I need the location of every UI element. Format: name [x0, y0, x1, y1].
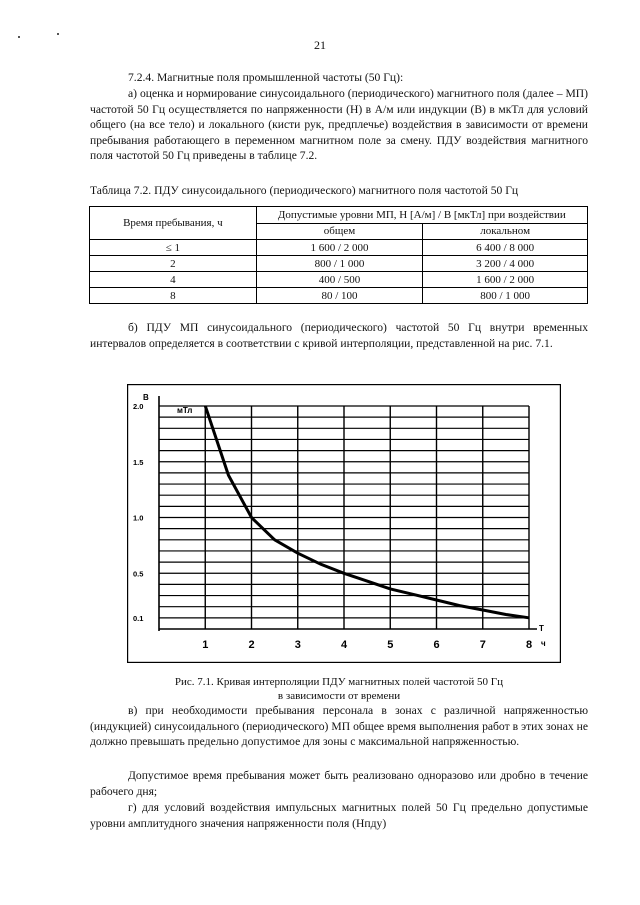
- paragraph-note: Допустимое время пребывания может быть реализовано одноразово или дробно в течение рабочего дня;: [90, 769, 588, 798]
- x-axis-unit: ч: [541, 639, 546, 648]
- cell-time: 2: [90, 256, 257, 272]
- y-tick-label: 2.0: [133, 402, 144, 411]
- table-row: [90, 240, 588, 256]
- cell-general: 800 / 1 000: [256, 256, 423, 272]
- cell-general: 80 / 100: [256, 288, 423, 304]
- cell-time: ≤ 1: [90, 240, 257, 256]
- cell-local: 3 200 / 4 000: [423, 256, 588, 272]
- figure-caption-line1: Рис. 7.1. Кривая интерполяции ПДУ магнитных полей частотой 50 Гц: [174, 676, 504, 688]
- cell-local: 1 600 / 2 000: [423, 272, 588, 288]
- paragraph-g: г) для условий воздействия импульсных магнитных полей 50 Гц предельно допустимые уровни амплитудного значения напряженности поля (Нпду): [90, 801, 588, 830]
- x-tick-label: 5: [387, 639, 394, 651]
- paragraph-b: б) ПДУ МП синусоидального (периодического) частотой 50 Гц внутри временных интервалов определяется в соответствии с кривой интерполяции, представленной на рис. 7.1.: [90, 321, 588, 350]
- x-tick-label: 2: [248, 639, 255, 651]
- scan-speck: [57, 33, 59, 35]
- interpolation-figure: [127, 384, 561, 663]
- y-axis-symbol: В: [143, 393, 149, 402]
- x-tick-label: 1: [202, 639, 209, 651]
- x-tick-label: 8: [525, 639, 533, 651]
- x-tick-label: 3: [294, 639, 301, 651]
- y-tick-label: 1.0: [133, 513, 144, 523]
- section-heading: 7.2.4. Магнитные поля промышленной частоты (50 Гц):: [128, 71, 404, 84]
- header-levels: Допустимые уровни МП, Н [А/м] / В [мкТл] при воздействии: [256, 207, 587, 224]
- table-row: [90, 288, 588, 304]
- paragraph-v: в) при необходимости пребывания персонала в зонах с различной напряженностью (индукцией) синусоидального (периодического) МП общее время выполнения работ в этих зонах не должно превышать предельно допустимое для зоны с максимальной напряженностью.: [90, 704, 588, 749]
- x-axis-symbol: Т: [539, 624, 544, 633]
- header-time: Время пребывания, ч: [90, 207, 257, 240]
- cell-time: 8: [90, 288, 257, 304]
- interpolation-chart: [127, 384, 561, 663]
- x-tick-label: 6: [433, 639, 440, 651]
- y-tick-label: 0.1: [133, 613, 144, 623]
- x-tick-label: 7: [479, 639, 486, 651]
- limits-table: [89, 206, 588, 304]
- cell-time: 4: [90, 272, 257, 288]
- header-local: локальном: [423, 223, 588, 240]
- y-axis-unit: мТл: [177, 406, 193, 415]
- y-tick-label: 0.5: [133, 569, 144, 579]
- page-number: 21: [314, 38, 326, 52]
- y-tick-label: 1.5: [133, 457, 144, 467]
- paragraph-a: а) оценка и нормирование синусоидального (периодического) магнитного поля (далее – МП) частотой 50 Гц осуществляется по напряженности (Н) в А/м или индукции (В) в мкТл для условий общего (на все тело) и локального (кисти рук, предплечье) воздействия в зависимости от времени пребывания работающего в переменном магнитном поле за смену. ПДУ воздействия магнитного поля частотой 50 Гц приведены в таблице 7.2.: [90, 87, 588, 163]
- table-caption: Таблица 7.2. ПДУ синусоидального (периодического) магнитного поля частотой 50 Гц: [90, 184, 519, 197]
- header-general: общем: [256, 223, 423, 240]
- figure-caption-line2: в зависимости от времени: [277, 690, 401, 702]
- cell-general: 400 / 500: [256, 272, 423, 288]
- interpolation-curve: [205, 406, 529, 618]
- table-row: [90, 256, 588, 272]
- cell-local: 6 400 / 8 000: [423, 240, 588, 256]
- cell-general: 1 600 / 2 000: [256, 240, 423, 256]
- scan-speck: [18, 36, 20, 38]
- cell-local: 800 / 1 000: [423, 288, 588, 304]
- x-tick-label: 4: [340, 639, 348, 651]
- table-row: [90, 272, 588, 288]
